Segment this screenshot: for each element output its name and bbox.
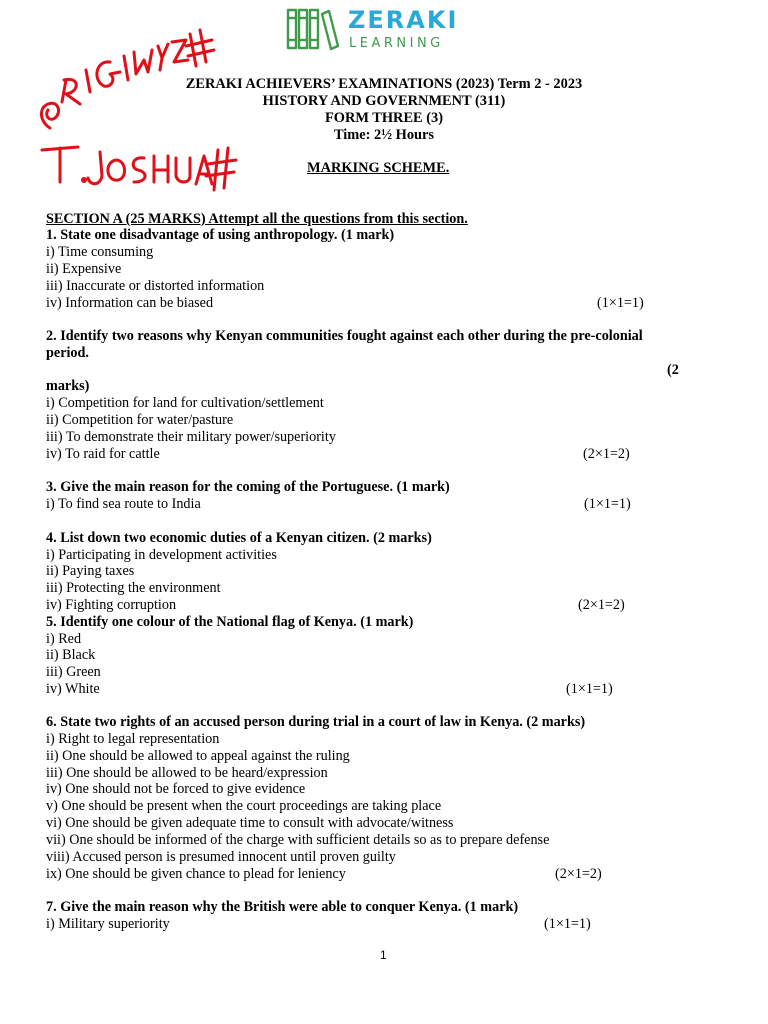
section-heading: SECTION A (25 MARKS) Attempt all the questions from this section. xyxy=(46,211,468,227)
answer: i) Right to legal representation xyxy=(46,731,220,747)
question-7: 7. Give the main reason why the British were able to conquer Kenya. (1 mark) xyxy=(46,899,519,915)
question-2-marks-cont: marks) xyxy=(46,378,90,394)
answer: i) Participating in development activities xyxy=(46,547,277,563)
answer: iii) Inaccurate or distorted information xyxy=(46,278,265,294)
page-number: 1 xyxy=(380,948,387,962)
mark-allocation: (2×1=2) xyxy=(578,597,625,613)
answer: i) To find sea route to India xyxy=(46,496,201,512)
marking-scheme-title: MARKING SCHEME. xyxy=(307,160,450,176)
answer: i) Red xyxy=(46,631,82,647)
books-icon xyxy=(286,6,342,52)
answer: i) Competition for land for cultivation/settlement xyxy=(46,395,324,411)
answer: iv) White xyxy=(46,681,100,697)
mark-allocation: (1×1=1) xyxy=(544,916,591,932)
answer: vii) One should be informed of the charge with sufficient details so as to prepare defense xyxy=(46,832,550,848)
answer: iii) One should be allowed to be heard/expression xyxy=(46,765,328,781)
answer: iii) To demonstrate their military power/superiority xyxy=(46,429,336,445)
question-3: 3. Give the main reason for the coming of the Portuguese. (1 mark) xyxy=(46,479,450,495)
logo-name: ZERAKI xyxy=(348,6,459,34)
question-1: 1. State one disadvantage of using anthropology. (1 mark) xyxy=(46,227,395,243)
answer: iv) One should not be forced to give evidence xyxy=(46,781,306,797)
answer: ii) Black xyxy=(46,647,96,663)
answer: iii) Green xyxy=(46,664,101,680)
mark-allocation: (1×1=1) xyxy=(566,681,613,697)
question-2: 2. Identify two reasons why Kenyan communities fought against each other during the pre-colonial xyxy=(46,328,643,344)
question-2-cont: period. xyxy=(46,345,89,361)
question-4: 4. List down two economic duties of a Kenyan citizen. (2 marks) xyxy=(46,530,432,546)
answer: iv) Information can be biased xyxy=(46,295,214,311)
mark-allocation: (2×1=2) xyxy=(583,446,630,462)
answer: ii) Expensive xyxy=(46,261,122,277)
mark-allocation: (2×1=2) xyxy=(555,866,602,882)
answer: iii) Protecting the environment xyxy=(46,580,221,596)
zeraki-logo xyxy=(286,6,486,54)
answer: i) Military superiority xyxy=(46,916,170,932)
answer: ix) One should be given chance to plead for leniency xyxy=(46,866,346,882)
answer: iv) Fighting corruption xyxy=(46,597,177,613)
answer: v) One should be present when the court proceedings are taking place xyxy=(46,798,442,814)
answer: ii) Paying taxes xyxy=(46,563,135,579)
answer: vi) One should be given adequate time to consult with advocate/witness xyxy=(46,815,454,831)
answer: iv) To raid for cattle xyxy=(46,446,160,462)
question-2-marks: (2 xyxy=(667,362,679,378)
time-allowed: Time: 2½ Hours xyxy=(333,127,435,143)
answer: ii) One should be allowed to appeal against the ruling xyxy=(46,748,350,764)
subject-title: HISTORY AND GOVERNMENT (311) xyxy=(262,93,506,109)
answer: ii) Competition for water/pasture xyxy=(46,412,234,428)
question-5: 5. Identify one colour of the National flag of Kenya. (1 mark) xyxy=(46,614,414,630)
exam-title: ZERAKI ACHIEVERS’ EXAMINATIONS (2023) Term 2 - 2023 xyxy=(185,76,583,92)
logo-tagline: LEARNING xyxy=(349,36,444,51)
answer: i) Time consuming xyxy=(46,244,154,260)
answer: viii) Accused person is presumed innocent until proven guilty xyxy=(46,849,396,865)
mark-allocation: (1×1=1) xyxy=(584,496,631,512)
form-title: FORM THREE (3) xyxy=(324,110,444,126)
question-6: 6. State two rights of an accused person during trial in a court of law in Kenya. (2 marks) xyxy=(46,714,586,730)
mark-allocation: (1×1=1) xyxy=(597,295,644,311)
